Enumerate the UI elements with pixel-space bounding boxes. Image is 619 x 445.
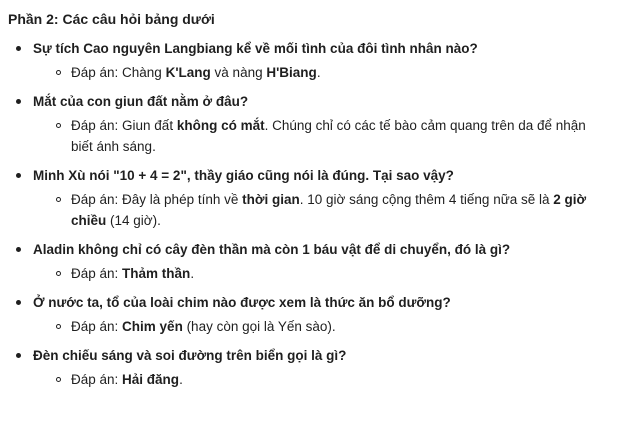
list-item [8,38,591,83]
answer-bold-segment: Chim yến [122,319,183,334]
answer-row [8,369,591,390]
question-text: Mắt của con giun đất nằm ở đâu? [33,94,249,109]
answer-segment: . 10 giờ sáng cộng thêm 4 tiếng nữa sẽ là [299,192,554,207]
answer-text [71,115,591,157]
answer-text [71,369,183,390]
answer-segment: Đáp án: Đây là phép tính về [71,192,243,207]
question-text: Aladin không chỉ có cây đèn thần mà còn 1 báu vật để di chuyển, đó là gì? [33,242,511,257]
answer-row [8,316,591,337]
answer-row [8,263,591,284]
list-item [8,91,591,157]
bullet-circle-icon [56,377,61,382]
bullet-disc-icon [16,99,21,104]
answer-segment: Đáp án: [71,319,123,334]
bullet-circle-icon [56,123,61,128]
answer-bold-segment: H'Biang [266,65,317,80]
answer-bold-segment: thời gian [242,192,300,207]
answer-bold-segment: 2 giờ chiều [71,192,587,228]
bullet-disc-icon [16,353,21,358]
list-item [8,292,591,337]
page-title: Phần 2: Các câu hỏi bảng dưới [8,11,215,27]
answer-segment: Đáp án: Giun đất [71,118,177,133]
question-row [8,239,591,260]
question-text: Minh Xù nói "10 + 4 = 2", thầy giáo cũng nói là đúng. Tại sao vậy? [33,168,454,183]
answer-text [71,189,591,231]
question-row [8,91,591,112]
answer-bold-segment: Hải đăng [122,372,180,387]
question-text: Đèn chiếu sáng và soi đường trên biển gọi là gì? [33,348,347,363]
answer-segment: và nàng [210,65,267,80]
question-row [8,292,591,313]
question-text: Ở nước ta, tổ của loài chim nào được xem là thức ăn bổ dưỡng? [33,295,451,310]
answer-segment: . [190,266,195,281]
answer-bold-segment: không có mắt [176,118,265,133]
answer-text [71,316,336,337]
answer-row [8,189,591,231]
question-text: Sự tích Cao nguyên Langbiang kể về mối tình của đôi tình nhân nào? [33,41,478,56]
answer-segment: Đáp án: Chàng [71,65,166,80]
answer-bold-segment: Thảm thần [122,266,191,281]
bullet-disc-icon [16,247,21,252]
bullet-circle-icon [56,324,61,329]
question-list [8,38,591,390]
answer-bold-segment: K'Lang [165,65,211,80]
list-item [8,345,591,390]
answer-segment: . Chúng chỉ có các tế bào cảm quang trên da để nhận biết ánh sáng. [71,118,586,154]
answer-text [71,263,194,284]
answer-row [8,62,591,83]
question-row [8,38,591,59]
question-row [8,165,591,186]
bullet-circle-icon [56,197,61,202]
answer-segment: (14 giờ). [106,213,161,228]
list-item [8,239,591,284]
bullet-circle-icon [56,271,61,276]
answer-segment: Đáp án: [71,266,123,281]
question-row [8,345,591,366]
answer-row [8,115,591,157]
answer-segment: . [316,65,321,80]
bullet-disc-icon [16,300,21,305]
bullet-disc-icon [16,173,21,178]
answer-segment: (hay còn gọi là Yến sào). [182,319,336,334]
bullet-disc-icon [16,46,21,51]
answer-text [71,62,321,83]
answer-segment: Đáp án: [71,372,123,387]
answer-segment: . [179,372,183,387]
list-item [8,165,591,231]
bullet-circle-icon [56,70,61,75]
